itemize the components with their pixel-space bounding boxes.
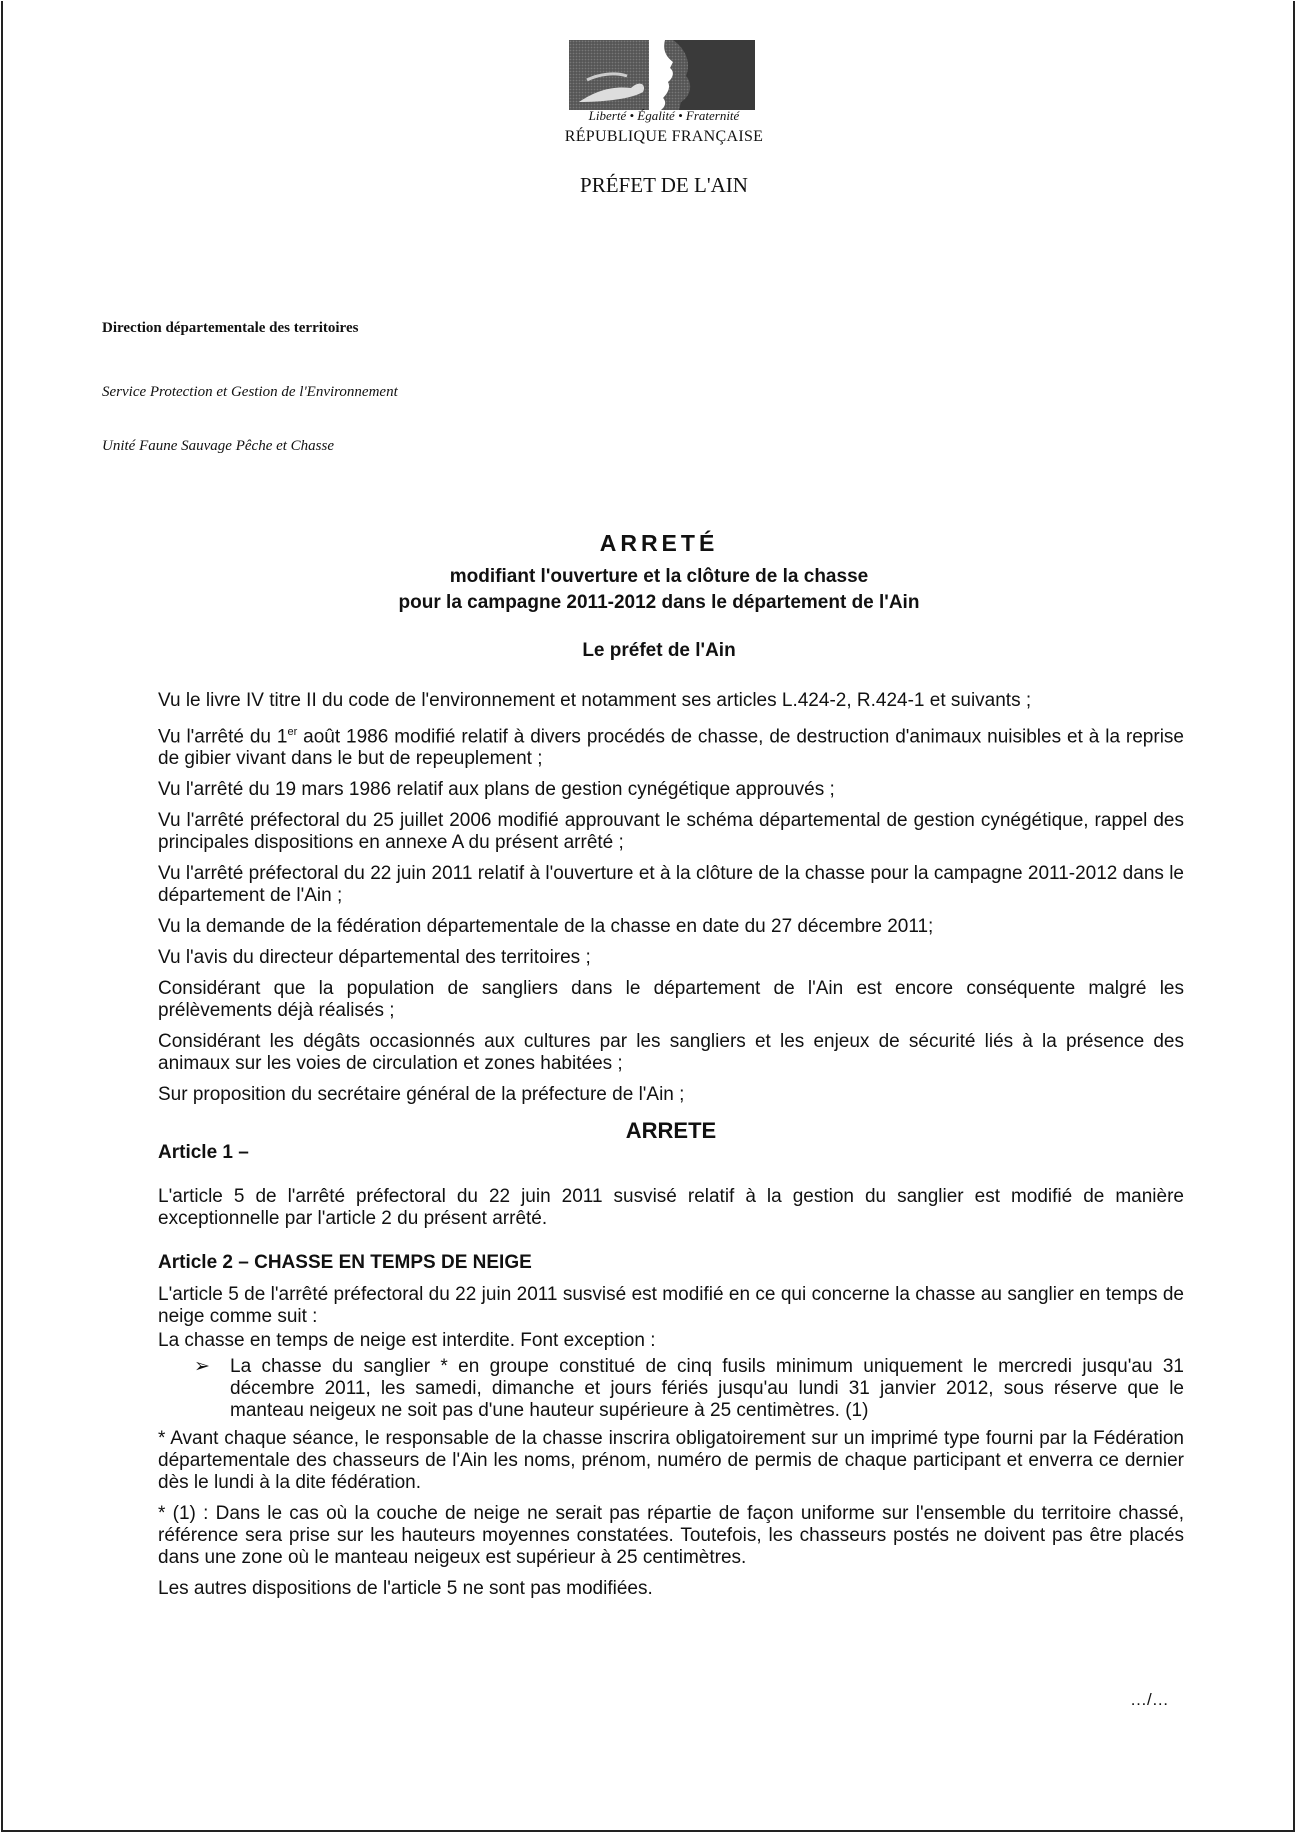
article-1-title: Article 1 –: [158, 1142, 249, 1164]
article-1-text: L'article 5 de l'arrêté préfectoral du 22 juin 2011 susvisé relatif à la gestion du sanglier est modifié de manière exceptionnelle par l'article 2 du présent arrêté.: [158, 1186, 1184, 1230]
marianne-logo: [569, 40, 755, 110]
consideration-7: Vu l'avis du directeur départemental des territoires ;: [158, 947, 591, 969]
document-body: [158, 690, 1184, 1609]
exception-text: La chasse du sanglier * en groupe constitué de cinq fusils minimum uniquement le mercredi jusqu'au 31 décembre 2011, les samedi, dimanche et jours fériés jusqu'au lundi 31 janvier 2012, sous réserve que le manteau neigeux ne soit pas d'une hauteur supérieure à 25 centimètres. (1): [230, 1356, 1184, 1422]
footnote-1: * Avant chaque séance, le responsable de la chasse inscrira obligatoirement sur un imprimé type fourni par la Fédération départementale des chasseurs de l'Ain les noms, prénom, numéro de permis de chaque participant et enverra ce dernier dès le lundi à la dite fédération.: [158, 1428, 1184, 1494]
consideration-2: Vu l'arrêté du 1er août 1986 modifié relatif à divers procédés de chasse, de destruction d'animaux nuisibles et à la reprise de gibier vivant dans le but de repeuplement ;: [158, 726, 1184, 770]
prefect-heading: Le préfet de l'Ain: [582, 640, 736, 661]
consideration-3: Vu l'arrêté du 19 mars 1986 relatif aux plans de gestion cynégétique approuvés ;: [158, 779, 835, 801]
consideration-1: Vu le livre IV titre II du code de l'environnement et notamment ses articles L.424-2, R.424-1 et suivants ;: [158, 690, 1032, 711]
unit-name: Unité Faune Sauvage Pêche et Chasse: [102, 438, 335, 454]
prefecture-name: PRÉFET DE L'AIN: [580, 173, 748, 197]
consideration-5: Vu l'arrêté préfectoral du 22 juin 2011 relatif à l'ouverture et à la clôture de la chasse pour la campagne 2011-2012 dans le département de l'Ain ;: [158, 863, 1184, 907]
consideration-9: Considérant les dégâts occasionnés aux cultures par les sangliers et les enjeux de sécurité liés à la présence des animaux sur les voies de circulation et zones habitées ;: [158, 1031, 1184, 1075]
arrow-bullet-icon: ➢: [194, 1356, 210, 1378]
document-title: ARRETÉ: [599, 530, 719, 556]
direction-name: Direction départementale des territoires: [102, 320, 359, 336]
consideration-10: Sur proposition du secrétaire général de la préfecture de l'Ain ;: [158, 1084, 685, 1106]
footnote-2: * (1) : Dans le cas où la couche de neige ne serait pas répartie de façon uniforme sur l'ensemble du territoire chassé, référence sera prise sur les hauteurs moyennes constatées. Toutefois, les chasseurs postés ne doivent pas être placés dans une zone où le manteau neigeux est supérieur à 25 centimètres.: [158, 1503, 1184, 1569]
exception-bullet: [194, 1356, 1184, 1422]
republic-name: RÉPUBLIQUE FRANÇAISE: [564, 128, 764, 145]
service-name: Service Protection et Gestion de l'Environnement: [102, 384, 398, 400]
consideration-8: Considérant que la population de sangliers dans le département de l'Ain est encore conséquente malgré les prélèvements déjà réalisés ;: [158, 978, 1184, 1022]
consideration-6: Vu la demande de la fédération départementale de la chasse en date du 27 décembre 2011;: [158, 916, 934, 938]
decree-heading: ARRETE: [625, 1118, 717, 1144]
article-2-intro: L'article 5 de l'arrêté préfectoral du 22 juin 2011 susvisé est modifié en ce qui concerne la chasse au sanglier en temps de neige comme suit :: [158, 1284, 1184, 1328]
document-subtitle-line1: modifiant l'ouverture et la clôture de la chasse: [449, 566, 869, 587]
continuation-mark: …/…: [1130, 1690, 1169, 1709]
republic-motto: Liberté • Égalité • Fraternité: [588, 108, 740, 123]
closing-statement: Les autres dispositions de l'article 5 ne sont pas modifiées.: [158, 1578, 653, 1600]
article-2-rule: La chasse en temps de neige est interdite. Font exception :: [158, 1330, 656, 1352]
consideration-4: Vu l'arrêté préfectoral du 25 juillet 2006 modifié approuvant le schéma départemental de gestion cynégétique, rappel des principales dispositions en annexe A du présent arrêté ;: [158, 810, 1184, 854]
document-subtitle-line2: pour la campagne 2011-2012 dans le département de l'Ain: [398, 592, 920, 613]
article-2-title: Article 2 – CHASSE EN TEMPS DE NEIGE: [158, 1252, 532, 1274]
